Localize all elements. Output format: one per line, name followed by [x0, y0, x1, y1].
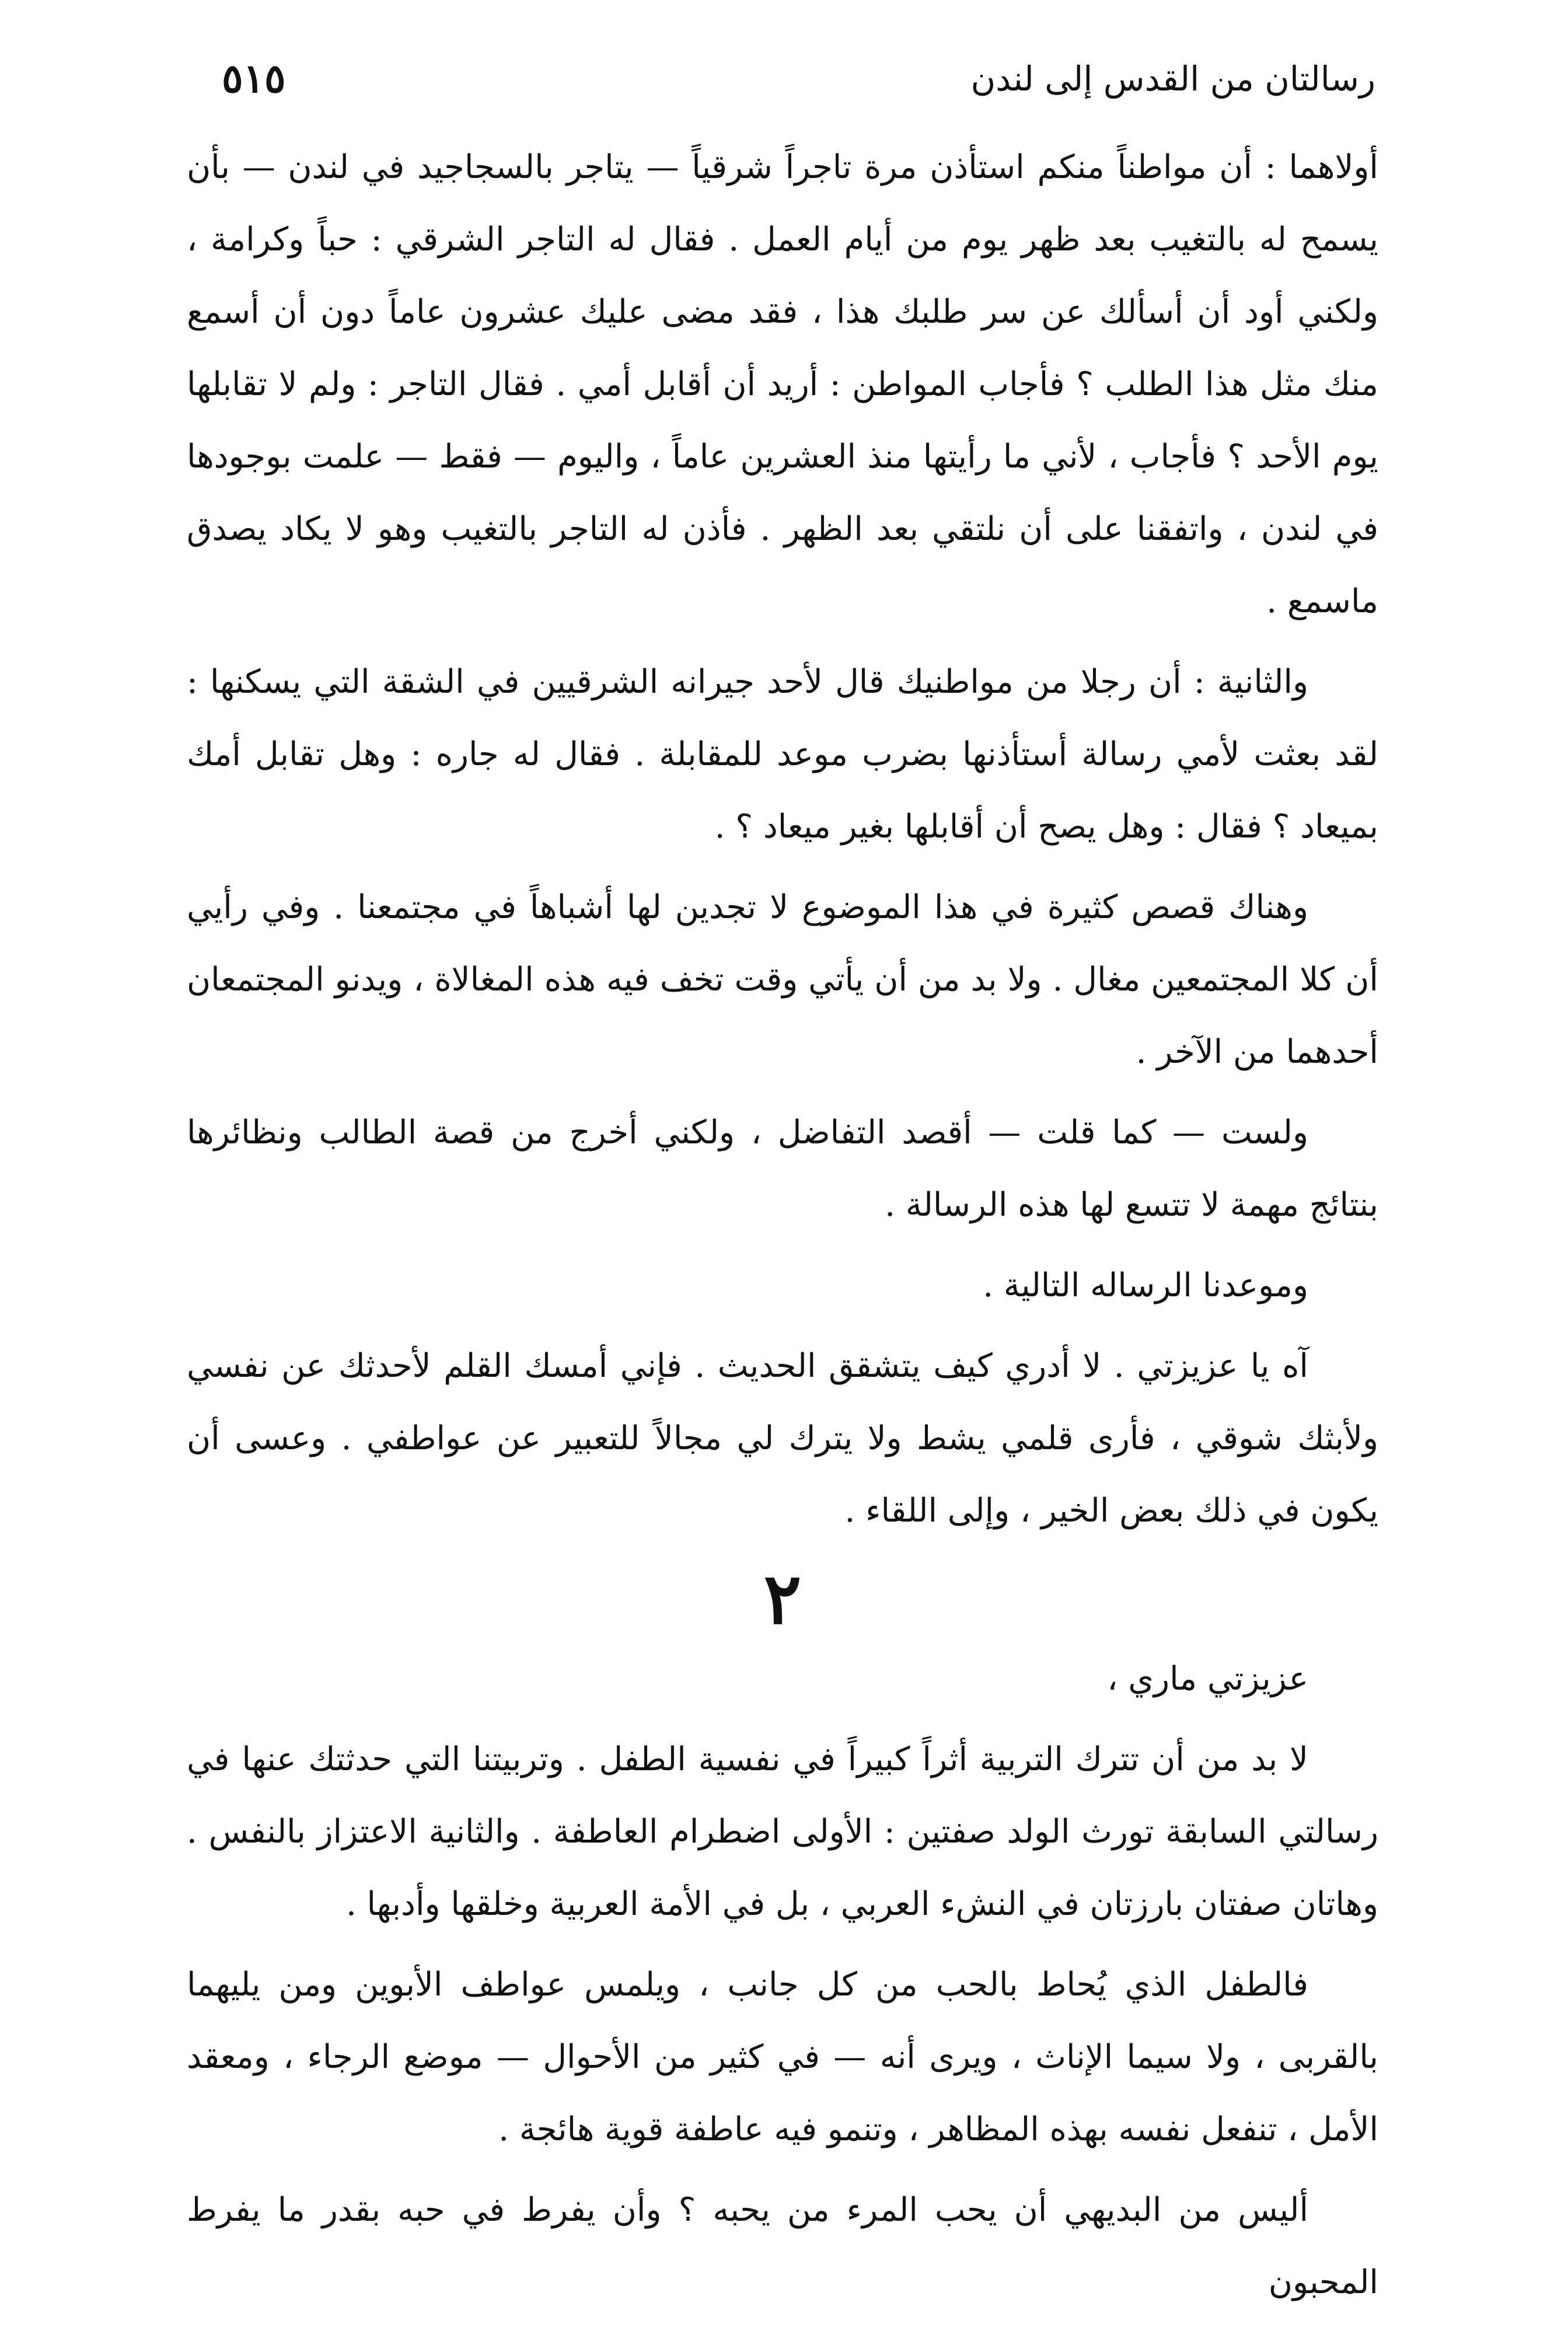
running-title: رسالتان من القدس إلى لندن — [970, 59, 1375, 99]
paragraph: فالطفل الذي يُحاط بالحب من كل جانب ، ويلمس عواطف الأبوين ومن يليهما بالقربى ، ولا سيما الإناث ، ويرى أنه — في كثير من الأحوال — موضع الرجاء ، ومعقد الأمل ، تنفعل نفسه بهذه المظاهر ، وتنمو فيه عاطفة قوية هائجة . — [187, 1966, 1378, 2148]
paragraph: وموعدنا الرساله التالية . — [983, 1267, 1308, 1304]
page-body — [187, 131, 1378, 2327]
paragraph: لا بد من أن تترك التربية أثراً كبيراً في نفسية الطفل . وتربيتنا التي حدثتك عنها في رسالتي السابقة تورث الولد صفتين : الأولى اضطرام العاطفة . والثانية الاعتزاز بالنفس . وهاتان صفتان بارزتان في النشء العربي ، بل في الأمة العربية وخلقها وأدبها . — [187, 1740, 1378, 1923]
paragraph: ولست — كما قلت — أقصد التفاضل ، ولكني أخرج من قصة الطالب ونظائرها بنتائج مهمة لا تتسع لها هذه الرسالة . — [187, 1114, 1378, 1224]
paragraph: آه يا عزيزتي . لا أدري كيف يتشقق الحديث . فإني أمسك القلم لأحدثك عن نفسي ولأبثك شوقي ، فأرى قلمي يشط ولا يترك لي مجالاً للتعبير عن عواطفي . وعسى أن يكون في ذلك بعض الخير ، وإلى اللقاء . — [187, 1347, 1379, 1530]
paragraph: أليس من البديهي أن يحب المرء من يحبه ؟ وأن يفرط في حبه بقدر ما يفرط المحبون — [187, 2191, 1378, 2301]
paragraph: وهناك قصص كثيرة في هذا الموضوع لا تجدين لها أشباهاً في مجتمعنا . وفي رأيي أن كلا المجتمعين مغال . ولا بد من أن يأتي وقت تخف فيه هذه المغالاة ، ويدنو المجتمعان أحدهما من الآخر . — [187, 888, 1378, 1071]
letter-number: ٢ — [763, 1558, 802, 1640]
page-number: ٥١٥ — [222, 55, 286, 102]
paragraph: أولاهما : أن مواطناً منكم استأذن مرة تاجراً شرقياً — يتاجر بالسجاجيد في لندن — بأن يسمح له بالتغيب بعد ظهر يوم من أيام العمل . فقال له التاجر الشرقي : حباً وكرامة ، ولكني أود أن أسألك عن سر طلبك هذا ، فقد مضى عليك عشرون عاماً دون أن أسمع منك مثل هذا الطلب ؟ فأجاب المواطن : أريد أن أقابل أمي . فقال التاجر : ولم لا تقابلها يوم الأحد ؟ فأجاب ، لأني ما رأيتها منذ العشرين عاماً ، واليوم — فقط — علمت بوجودها في لندن ، واتفقنا على أن نلتقي بعد الظهر . فأذن له التاجر بالتغيب وهو لا يكاد يصدق ماسمع . — [187, 148, 1378, 620]
page-header — [222, 47, 1375, 111]
salutation: عزيزتي ماري ، — [1107, 1660, 1308, 1698]
paragraph: والثانية : أن رجلا من مواطنيك قال لأحد جيرانه الشرقيين في الشقة التي يسكنها : لقد بعثت لأمي رسالة أستأذنها بضرب موعد للمقابلة . فقال له جاره : وهل تقابل أمك بميعاد ؟ فقال : وهل يصح أن أقابلها بغير ميعاد ؟ . — [187, 663, 1379, 846]
